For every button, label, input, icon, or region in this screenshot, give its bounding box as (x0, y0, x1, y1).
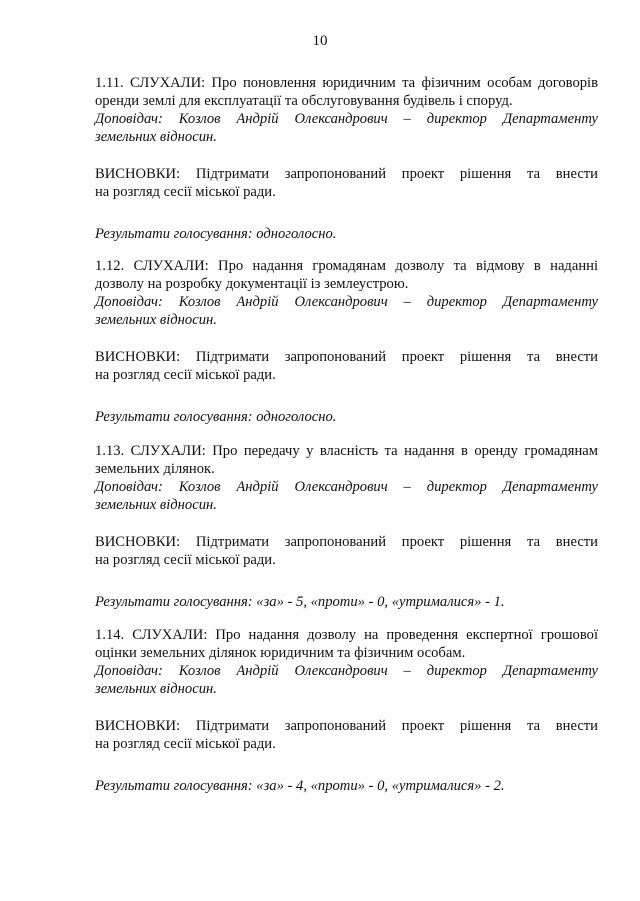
speaker-line: земельних відносин. (95, 312, 217, 328)
heard-line: оренди землі для експлуатації та обслуговування будівель і споруд. (95, 93, 513, 109)
heard-line: 1.14. СЛУХАЛИ: Про надання дозволу на проведення експертної грошової (95, 627, 598, 643)
heard-line: оцінки земельних ділянок юридичним та фізичним особам. (95, 645, 466, 661)
heard-line: 1.13. СЛУХАЛИ: Про передачу у власність та надання в оренду громадянам (95, 443, 598, 459)
heard-line: земельних ділянок. (95, 461, 215, 477)
speaker-line: земельних відносин. (95, 129, 217, 145)
vote-result: Результати голосування: «за» - 4, «проти» - 0, «утрималися» - 2. (95, 778, 505, 794)
heard-line: дозволу на розробку документації із землеустрою. (95, 276, 409, 292)
conclusion-line: ВИСНОВКИ: Підтримати запропонований проект рішення та внести (95, 166, 598, 182)
conclusion-line: ВИСНОВКИ: Підтримати запропонований проект рішення та внести (95, 349, 598, 365)
speaker-line: Доповідач: Козлов Андрій Олександрович – директор Департаменту (95, 479, 598, 495)
page-number: 10 (312, 33, 328, 49)
conclusion-line: на розгляд сесії міської ради. (95, 367, 276, 383)
speaker-line: земельних відносин. (95, 497, 217, 513)
speaker-line: Доповідач: Козлов Андрій Олександрович – директор Департаменту (95, 111, 598, 127)
heard-line: 1.12. СЛУХАЛИ: Про надання громадянам дозволу та відмову в наданні (95, 258, 598, 274)
conclusion-line: ВИСНОВКИ: Підтримати запропонований проект рішення та внести (95, 718, 598, 734)
vote-result: Результати голосування: одноголосно. (95, 226, 337, 242)
conclusion-line: на розгляд сесії міської ради. (95, 736, 276, 752)
speaker-line: земельних відносин. (95, 681, 217, 697)
agenda-item-1-14 (95, 626, 598, 795)
vote-result: Результати голосування: «за» - 5, «проти» - 0, «утрималися» - 1. (95, 594, 505, 610)
agenda-item-1-12 (95, 257, 598, 426)
speaker-line: Доповідач: Козлов Андрій Олександрович – директор Департаменту (95, 663, 598, 679)
vote-result: Результати голосування: одноголосно. (95, 409, 337, 425)
agenda-item-1-11 (95, 74, 598, 243)
conclusion-line: на розгляд сесії міської ради. (95, 552, 276, 568)
agenda-item-1-13 (95, 442, 598, 611)
speaker-line: Доповідач: Козлов Андрій Олександрович – директор Департаменту (95, 294, 598, 310)
conclusion-line: ВИСНОВКИ: Підтримати запропонований проект рішення та внести (95, 534, 598, 550)
conclusion-line: на розгляд сесії міської ради. (95, 184, 276, 200)
heard-line: 1.11. СЛУХАЛИ: Про поновлення юридичним та фізичним особам договорів (95, 75, 598, 91)
